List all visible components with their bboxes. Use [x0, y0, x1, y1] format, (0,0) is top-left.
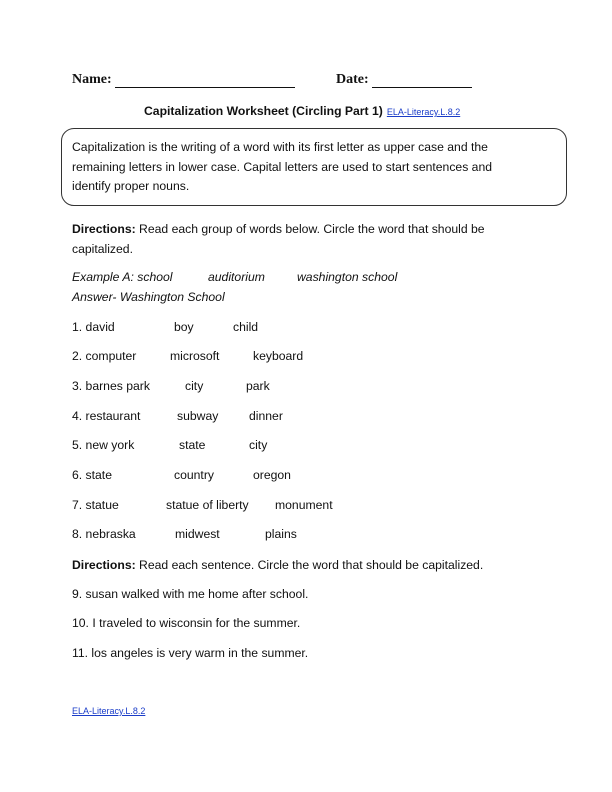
worksheet-title-text: Capitalization Worksheet (Circling Part 1) — [144, 104, 383, 118]
standard-link[interactable]: ELA-Literacy.L.8.2 — [386, 107, 461, 117]
directions-2 — [72, 556, 483, 576]
example-word-2: auditorium — [208, 270, 265, 284]
intro-line: remaining letters in lower case. Capital letters are used to start sentences and — [72, 159, 493, 174]
sentence-10[interactable]: 10. I traveled to wisconsin for the summer. — [72, 616, 301, 630]
group-3-word-1[interactable]: 3. barnes park — [72, 379, 150, 393]
name-line[interactable] — [115, 73, 295, 88]
group-7-word-2[interactable]: statue of liberty — [166, 498, 249, 512]
group-1-word-3[interactable]: child — [233, 320, 259, 334]
intro-text — [72, 138, 552, 197]
intro-line: identify proper nouns. — [72, 179, 190, 193]
directions-1 — [72, 220, 485, 259]
group-8-word-1[interactable]: 8. nebraska — [72, 527, 136, 541]
worksheet-title — [144, 104, 460, 118]
group-2-word-2[interactable]: microsoft — [170, 349, 220, 363]
sentence-11[interactable]: 11. los angeles is very warm in the summer. — [72, 646, 309, 660]
example-word-1: Example A: school — [72, 270, 173, 284]
footer-standard-link[interactable]: ELA-Literacy.L.8.2 — [72, 706, 146, 716]
group-1-word-1[interactable]: 1. david — [72, 320, 115, 334]
group-7-word-1[interactable]: 7. statue — [72, 498, 119, 512]
date-line[interactable] — [372, 73, 472, 88]
name-field[interactable] — [72, 72, 295, 88]
directions-text: Read each group of words below. Circle the word that should be — [135, 222, 485, 236]
group-8-word-3[interactable]: plains — [265, 527, 297, 541]
group-5-word-1[interactable]: 5. new york — [72, 438, 135, 452]
directions-text-cont: capitalized. — [72, 241, 133, 256]
group-8-word-2[interactable]: midwest — [175, 527, 220, 541]
date-field[interactable] — [336, 72, 472, 88]
group-5-word-3[interactable]: city — [249, 438, 268, 452]
sentence-9[interactable]: 9. susan walked with me home after school. — [72, 587, 309, 601]
directions-text: Read each sentence. Circle the word that should be capitalized. — [135, 558, 484, 572]
group-1-word-2[interactable]: boy — [174, 320, 194, 334]
group-4-word-3[interactable]: dinner — [249, 409, 283, 423]
group-6-word-1[interactable]: 6. state — [72, 468, 112, 482]
group-4-word-2[interactable]: subway — [177, 409, 219, 423]
group-7-word-3[interactable]: monument — [275, 498, 333, 512]
example-word-3: washington school — [297, 270, 398, 284]
example-answer: Answer- Washington School — [72, 290, 225, 304]
directions-label: Directions: — [72, 222, 136, 236]
directions-label: Directions: — [72, 558, 136, 572]
group-4-word-1[interactable]: 4. restaurant — [72, 409, 141, 423]
intro-line: Capitalization is the writing of a word with its first letter as upper case and the — [72, 140, 488, 154]
group-6-word-2[interactable]: country — [174, 468, 214, 482]
name-label: Name: — [72, 72, 112, 87]
group-2-word-3[interactable]: keyboard — [253, 349, 304, 363]
group-5-word-2[interactable]: state — [179, 438, 206, 452]
group-2-word-1[interactable]: 2. computer — [72, 349, 137, 363]
date-label: Date: — [336, 72, 369, 87]
group-3-word-2[interactable]: city — [185, 379, 204, 393]
group-6-word-3[interactable]: oregon — [253, 468, 291, 482]
group-3-word-3[interactable]: park — [246, 379, 270, 393]
